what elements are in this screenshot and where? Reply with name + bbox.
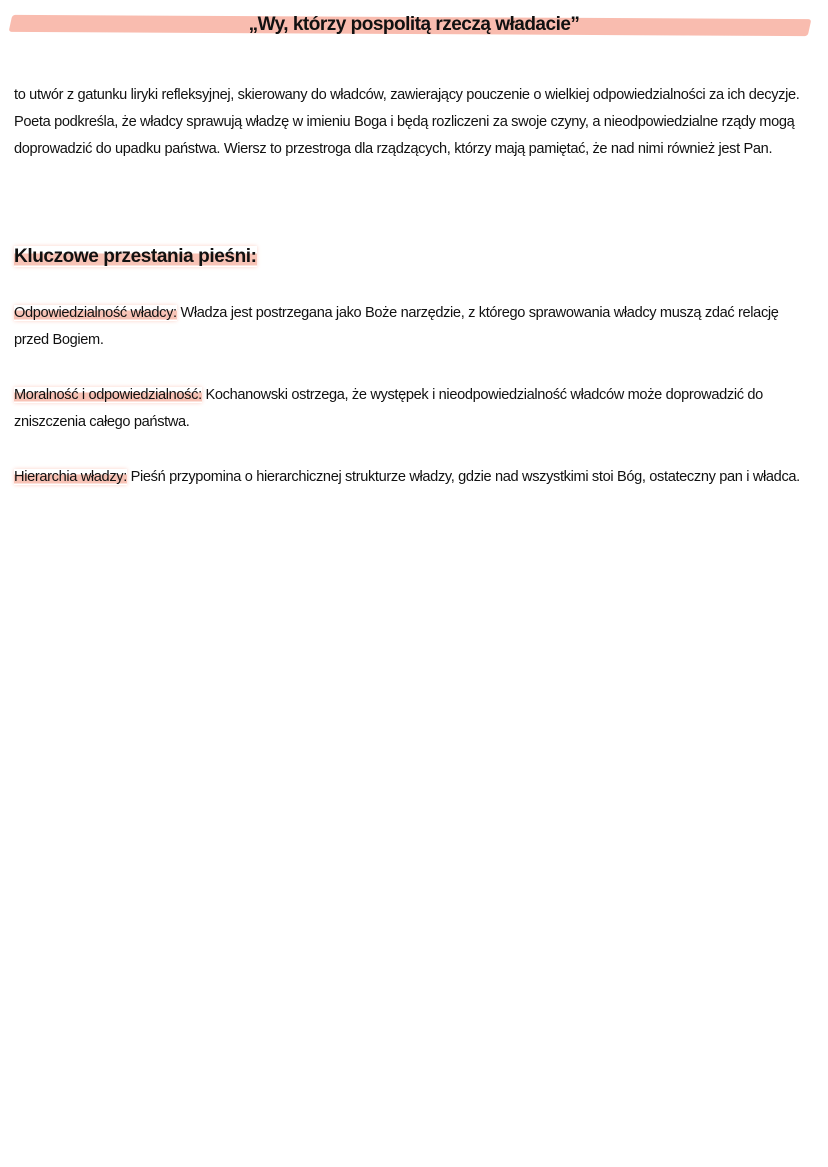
section-heading — [14, 246, 257, 268]
point-label: Moralność i odpowiedzialność: — [14, 387, 202, 403]
point-label: Odpowiedzialność władcy: — [14, 305, 177, 321]
point-paragraph — [14, 382, 814, 436]
point-paragraph — [14, 300, 814, 354]
page-title: „Wy, którzy pospolitą rzeczą władacie” — [248, 14, 580, 35]
intro-paragraph: to utwór z gatunku liryki refleksyjnej, skierowany do władców, zawierający pouczenie o wielkiej odpowiedzialności za ich decyzje. Poeta podkreśla, że władcy sprawują władzę w imieniu Boga i będą rozliczeni za swoje czyny, a nieodpowiedzialne rządy mogą doprowadzić do upadku państwa. Wiersz to przestroga dla rządzących, którzy mają pamiętać, że nad nimi również jest Pan. — [14, 87, 800, 157]
point-text: Kochanowski ostrzega, że występek i nieodpowiedzialność władców może doprowadzić do zniszczenia całego państwa. — [14, 387, 763, 430]
point-paragraph — [14, 464, 814, 491]
point-text: Władza jest postrzegana jako Boże narzędzie, z którego sprawowania władcy muszą zdać relację przed Bogiem. — [14, 305, 779, 348]
section-heading-text: Kluczowe przestania pieśni: — [14, 246, 257, 267]
point-label: Hierarchia władzy: — [14, 469, 127, 485]
point-text: Pieśń przypomina o hierarchicznej strukturze władzy, gdzie nad wszystkimi stoi Bóg, ostateczny pan i władca. — [126, 469, 800, 485]
